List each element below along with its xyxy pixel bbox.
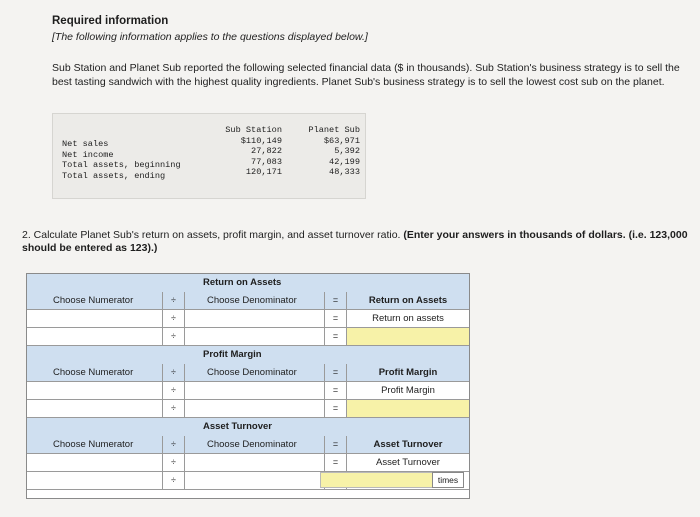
at-numerator-input[interactable] [27, 472, 163, 490]
divide-icon: ÷ [163, 436, 185, 454]
pm-denominator-input[interactable] [185, 400, 325, 418]
value-planet-sub-assets-ending: 48,333 [329, 167, 360, 177]
at-denominator-header: Choose Denominator [185, 436, 325, 454]
roa-result-input[interactable] [347, 328, 469, 346]
divide-icon: ÷ [163, 454, 185, 472]
value-sub-station-net-income: 27,822 [251, 146, 282, 156]
column-header-planet-sub: Planet Sub [308, 125, 360, 135]
value-sub-station-assets-beginning: 77,083 [251, 156, 282, 167]
pm-header-row [27, 364, 469, 382]
roa-denominator-input[interactable] [185, 328, 325, 346]
ratio-answer-grid [26, 273, 470, 499]
equals-icon: = [325, 364, 347, 382]
intro-paragraph: Sub Station and Planet Sub reported the following selected financial data ($ in thousands). Sub Station's business strategy is to sell the best tasting sandwich with the highest quality ingredients. Planet Sub's business strategy is to sell the lowest cost sub on the planet. [52, 62, 680, 88]
pm-input-row-1 [27, 382, 469, 400]
at-header-row [27, 436, 469, 454]
question-2 [22, 229, 698, 255]
pm-numerator-input[interactable] [27, 400, 163, 418]
roa-result-label: Return on assets [347, 310, 469, 328]
divide-icon: ÷ [163, 364, 185, 382]
pm-numerator-header: Choose Numerator [27, 364, 163, 382]
divide-icon: ÷ [163, 328, 185, 346]
roa-numerator-header: Choose Numerator [27, 292, 163, 310]
roa-title-row [27, 274, 469, 292]
roa-denominator-header: Choose Denominator [185, 292, 325, 310]
value-planet-sub-assets-beginning: 42,199 [329, 156, 360, 167]
roa-numerator-input[interactable] [27, 328, 163, 346]
divide-icon: ÷ [163, 310, 185, 328]
pm-denominator-select[interactable] [185, 382, 325, 400]
pm-title-row [27, 346, 469, 364]
roa-input-row-1 [27, 310, 469, 328]
applies-note: [The following information applies to the questions displayed below.] [52, 31, 368, 43]
at-title: Asset Turnover [203, 421, 272, 432]
question-instructions: (Enter your answers in thousands of dollars. (i.e. 123,000 should be entered as 123).) [22, 229, 688, 254]
equals-icon: = [325, 436, 347, 454]
pm-denominator-header: Choose Denominator [185, 364, 325, 382]
at-denominator-select[interactable] [185, 454, 325, 472]
divide-icon: ÷ [163, 400, 185, 418]
roa-title: Return on Assets [203, 277, 282, 288]
at-input-row-1 [27, 454, 469, 472]
at-denominator-input[interactable] [185, 472, 325, 490]
times-unit-label: times [432, 472, 464, 488]
equals-icon: = [325, 328, 347, 346]
roa-result-header: Return on Assets [347, 292, 469, 310]
at-result-label: Asset Turnover [347, 454, 469, 472]
divide-icon: ÷ [163, 292, 185, 310]
equals-icon: = [325, 400, 347, 418]
equals-icon: = [325, 310, 347, 328]
pm-result-input[interactable] [347, 400, 469, 418]
value-sub-station-assets-ending: 120,171 [245, 167, 282, 177]
column-header-sub-station: Sub Station [225, 125, 282, 135]
roa-numerator-select[interactable] [27, 310, 163, 328]
row-label-assets-ending: Total assets, ending [62, 170, 166, 181]
pm-result-header: Profit Margin [347, 364, 469, 382]
at-result-header: Asset Turnover [347, 436, 469, 454]
sub-station-column [210, 125, 282, 178]
at-numerator-header: Choose Numerator [27, 436, 163, 454]
divide-icon: ÷ [163, 382, 185, 400]
row-label-net-sales: Net sales [62, 139, 109, 149]
value-planet-sub-net-income: 5,392 [334, 146, 360, 156]
at-numerator-select[interactable] [27, 454, 163, 472]
value-sub-station-net-sales: $110,149 [240, 135, 282, 146]
roa-header-row [27, 292, 469, 310]
equals-icon: = [325, 292, 347, 310]
pm-input-row-2 [27, 400, 469, 418]
question-text: 2. Calculate Planet Sub's return on assets, profit margin, and asset turnover ratio. [22, 229, 404, 241]
financial-row-labels [62, 139, 181, 181]
planet-sub-column [290, 125, 360, 178]
pm-result-label: Profit Margin [347, 382, 469, 400]
value-planet-sub-net-sales: $63,971 [323, 135, 360, 146]
roa-denominator-select[interactable] [185, 310, 325, 328]
row-label-assets-beginning: Total assets, beginning [62, 160, 181, 170]
at-result-input[interactable] [320, 472, 433, 488]
pm-title: Profit Margin [203, 349, 262, 360]
at-title-row [27, 418, 469, 436]
divide-icon: ÷ [163, 472, 185, 490]
row-label-net-income: Net income [62, 149, 114, 160]
equals-icon: = [325, 454, 347, 472]
pm-numerator-select[interactable] [27, 382, 163, 400]
roa-input-row-2 [27, 328, 469, 346]
required-information-title: Required information [52, 15, 169, 27]
equals-icon: = [325, 382, 347, 400]
